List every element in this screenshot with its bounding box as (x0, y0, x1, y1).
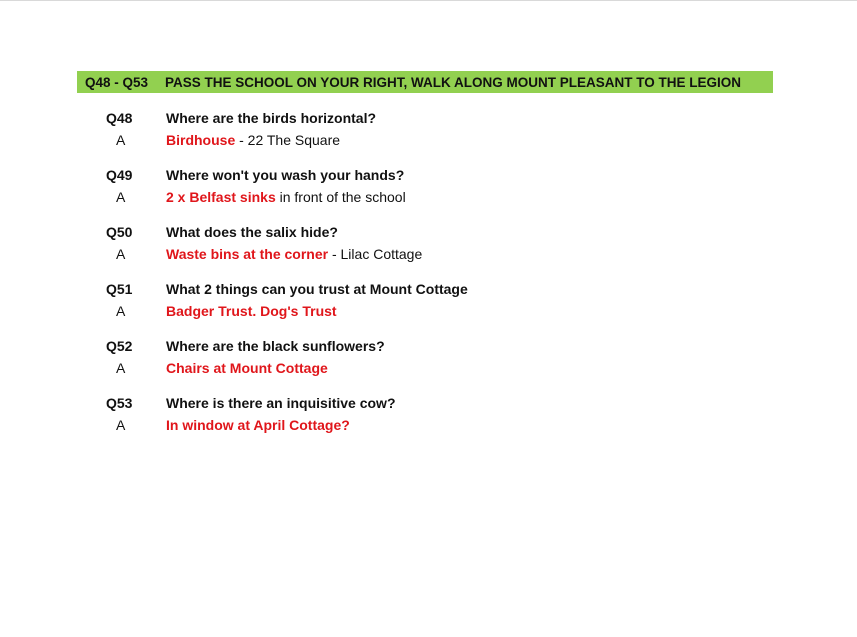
answer-label: A (116, 360, 126, 376)
qa-item (0, 224, 857, 268)
answer-highlight: Waste bins at the corner (166, 246, 329, 262)
answer-label: A (116, 246, 126, 262)
answer-label: A (116, 132, 126, 148)
question-number: Q51 (106, 281, 133, 297)
answer-detail: in front of the school (275, 189, 406, 205)
answer-highlight: In window at April Cottage? (166, 417, 350, 433)
answer-label: A (116, 417, 126, 433)
question-text: Where are the black sunflowers? (166, 338, 385, 354)
qa-item (0, 281, 857, 325)
question-text: What does the salix hide? (166, 224, 338, 240)
answer-text (166, 417, 350, 433)
qa-item (0, 338, 857, 382)
section-header (77, 71, 773, 93)
question-text: Where won't you wash your hands? (166, 167, 405, 183)
answer-label: A (116, 189, 126, 205)
top-divider (0, 0, 857, 1)
answer-text (166, 303, 337, 319)
question-text: Where are the birds horizontal? (166, 110, 377, 126)
qa-item (0, 167, 857, 211)
answer-text (166, 132, 340, 148)
question-number: Q52 (106, 338, 133, 354)
answer-highlight: 2 x Belfast sinks (166, 189, 276, 205)
qa-item (0, 395, 857, 439)
question-number: Q53 (106, 395, 133, 411)
question-text: Where is there an inquisitive cow? (166, 395, 396, 411)
answer-text (166, 246, 422, 262)
answer-text (166, 360, 328, 376)
answer-highlight: Chairs at Mount Cottage (166, 360, 328, 376)
question-number: Q50 (106, 224, 133, 240)
section-title: PASS THE SCHOOL ON YOUR RIGHT, WALK ALONG MOUNT PLEASANT TO THE LEGION (165, 74, 742, 90)
answer-detail: - Lilac Cottage (328, 246, 423, 262)
question-number: Q49 (106, 167, 133, 183)
question-number: Q48 (106, 110, 133, 126)
question-text: What 2 things can you trust at Mount Cottage (166, 281, 468, 297)
answer-label: A (116, 303, 126, 319)
qa-item (0, 110, 857, 154)
answer-text (166, 189, 406, 205)
question-range: Q48 - Q53 (85, 74, 149, 90)
answer-highlight: Badger Trust. Dog's Trust (166, 303, 337, 319)
answer-highlight: Birdhouse (166, 132, 236, 148)
answer-detail: - 22 The Square (235, 132, 341, 148)
